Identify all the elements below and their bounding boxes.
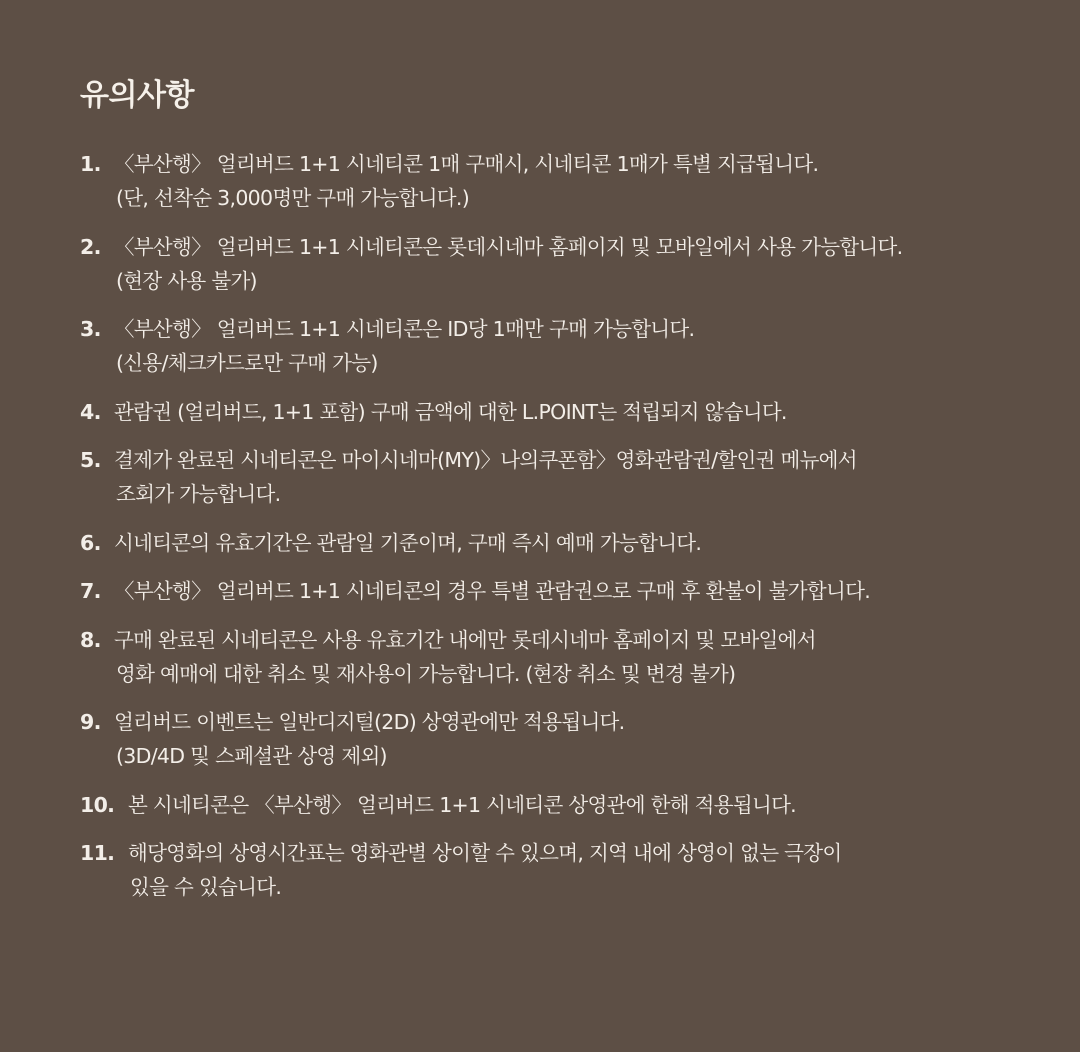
item-text (114, 623, 816, 691)
notice-item-9 (80, 705, 1050, 773)
item-line: 관람권 (얼리버드, 1+1 포함) 구매 금액에 대한 L.POINT는 적립되지 않습니다. (114, 399, 787, 424)
notice-item-6 (80, 526, 1050, 560)
item-line: 조회가 가능합니다. (116, 482, 281, 506)
item-number: 7. (80, 579, 101, 603)
item-number: 8. (80, 627, 101, 652)
item-number: 4. (80, 399, 101, 424)
item-number: 2. (80, 234, 101, 259)
item-line: 본 시네티콘은 〈부산행〉 얼리버드 1+1 시네티콘 상영관에 한해 적용됩니다. (128, 792, 796, 817)
item-number: 9. (80, 710, 101, 734)
notice-title: 유의사항 (80, 78, 194, 113)
notice-list (80, 147, 1050, 904)
item-text (128, 788, 796, 822)
item-number: 6. (80, 530, 101, 555)
item-line: 〈부산행〉 얼리버드 1+1 시네티콘의 경우 특별 관람권으로 구매 후 환불이 불가합니다. (114, 579, 871, 603)
notice-item-10 (80, 788, 1050, 822)
item-line: (3D/4D 및 스페셜관 상영 제외) (116, 744, 387, 768)
notice-item-7 (80, 574, 1050, 608)
item-number: 5. (80, 448, 101, 472)
notice-item-5 (80, 443, 1050, 511)
item-line: 결제가 완료된 시네티콘은 마이시네마(MY)〉나의쿠폰함〉영화관람권/할인권 메뉴에서 (114, 448, 857, 472)
notice-item-3 (80, 312, 1050, 380)
item-line: 〈부산행〉 얼리버드 1+1 시네티콘은 ID당 1매만 구매 가능합니다. (114, 317, 695, 341)
item-text (114, 705, 624, 773)
item-text (114, 395, 787, 429)
item-number: 3. (80, 317, 101, 341)
item-text (128, 836, 841, 904)
item-text (114, 312, 694, 380)
item-text (114, 443, 857, 511)
item-text (114, 526, 701, 560)
item-line: 영화 예매에 대한 취소 및 재사용이 가능합니다. (현장 취소 및 변경 불가) (116, 661, 736, 686)
item-line: 있을 수 있습니다. (130, 875, 282, 899)
item-number: 1. (80, 152, 101, 176)
item-text (114, 230, 902, 298)
item-number: 11. (80, 841, 115, 865)
item-number: 10. (80, 792, 115, 817)
notice-item-4 (80, 395, 1050, 429)
item-line: (신용/체크카드로만 구매 가능) (116, 351, 378, 375)
item-line: 〈부산행〉 얼리버드 1+1 시네티콘 1매 구매시, 시네티콘 1매가 특별 지급됩니다. (114, 152, 819, 176)
item-line: 구매 완료된 시네티콘은 사용 유효기간 내에만 롯데시네마 홈페이지 및 모바일에서 (114, 627, 816, 652)
item-line: (단, 선착순 3,000명만 구매 가능합니다.) (116, 186, 470, 210)
item-line: (현장 사용 불가) (116, 268, 257, 293)
item-text (114, 147, 818, 215)
notice-item-1 (80, 147, 1050, 215)
item-line: 해당영화의 상영시간표는 영화관별 상이할 수 있으며, 지역 내에 상영이 없는 극장이 (128, 841, 842, 865)
notice-item-11 (80, 836, 1050, 904)
notice-item-8 (80, 623, 1050, 691)
item-line: 〈부산행〉 얼리버드 1+1 시네티콘은 롯데시네마 홈페이지 및 모바일에서 사용 가능합니다. (114, 234, 903, 259)
item-line: 시네티콘의 유효기간은 관람일 기준이며, 구매 즉시 예매 가능합니다. (114, 530, 702, 555)
item-text (114, 574, 870, 608)
item-line: 얼리버드 이벤트는 일반디지털(2D) 상영관에만 적용됩니다. (114, 710, 625, 734)
notice-item-2 (80, 230, 1050, 298)
